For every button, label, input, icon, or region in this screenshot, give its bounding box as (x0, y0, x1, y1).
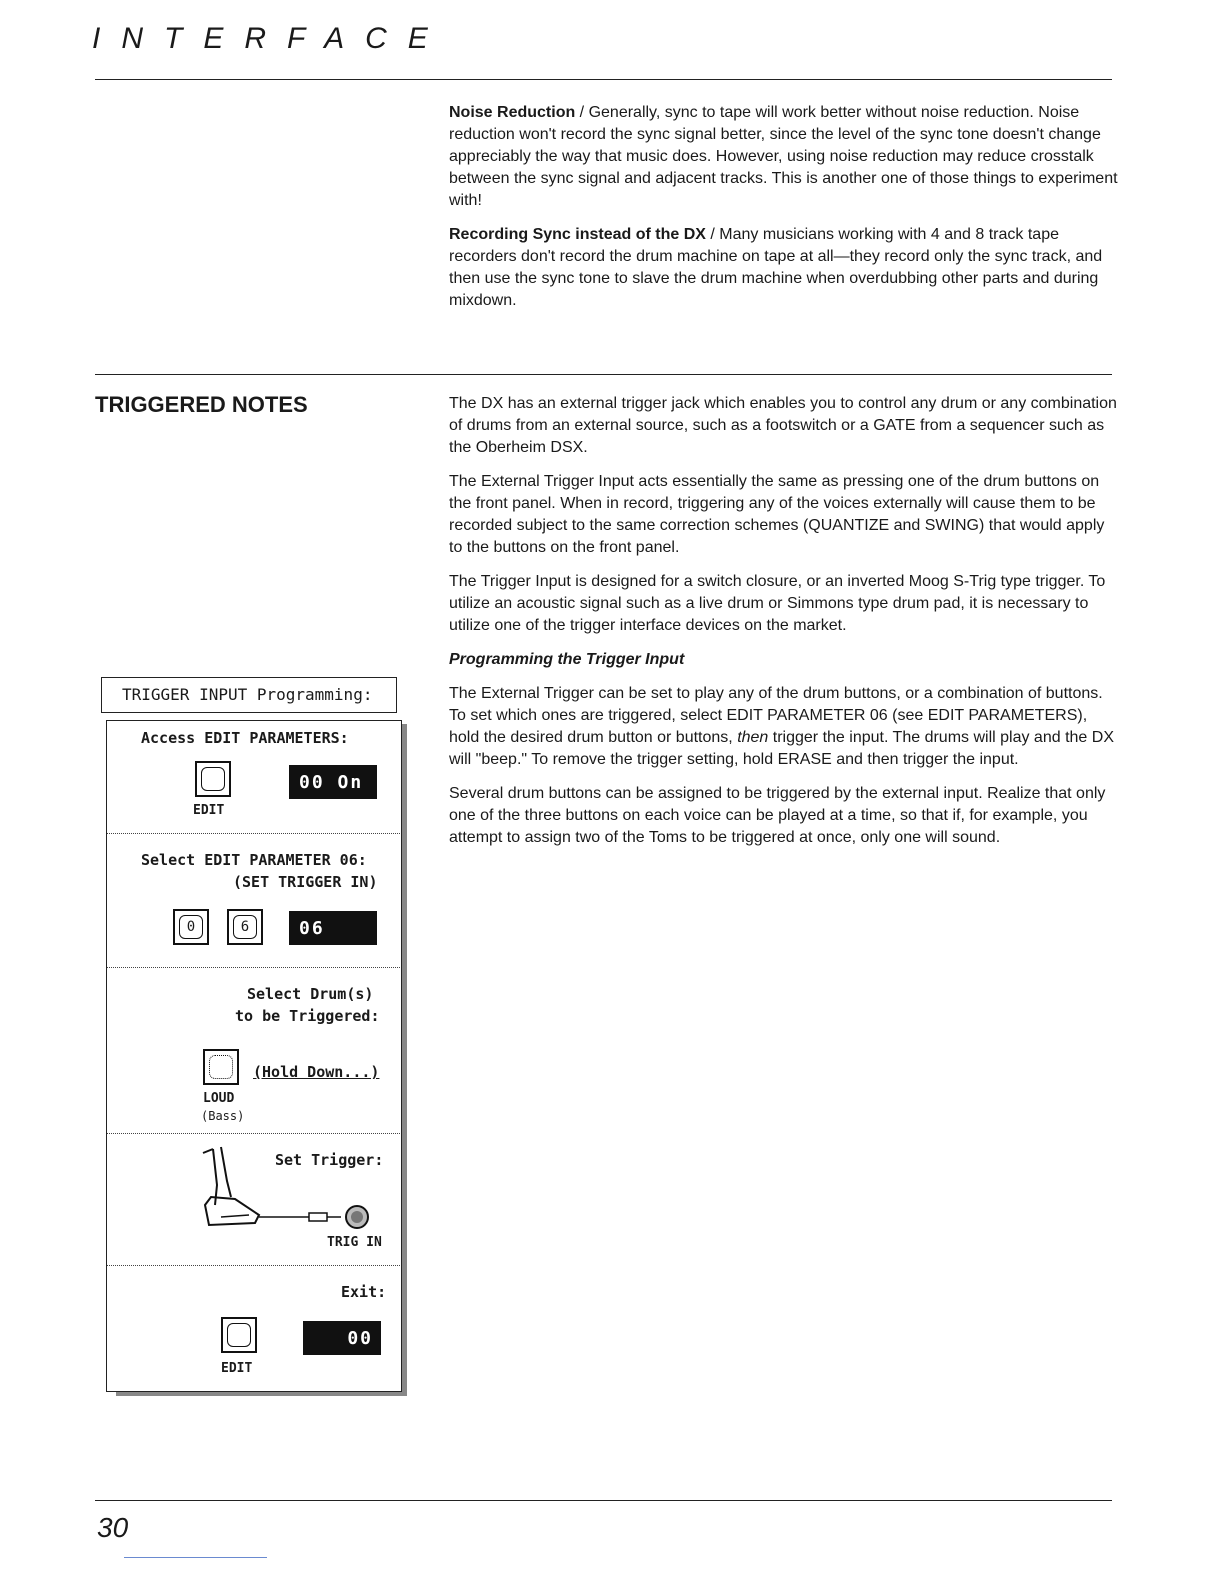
edit-button (195, 761, 231, 797)
button-face-icon (227, 1323, 251, 1347)
divider (107, 833, 400, 834)
loud-button (203, 1049, 239, 1085)
button-face-icon: 6 (233, 915, 257, 939)
paragraph-lead: Noise Reduction (449, 104, 576, 121)
step-select-drums-sub: to be Triggered: (235, 1007, 380, 1025)
divider (107, 1265, 400, 1266)
paragraph: Several drum buttons can be assigned to be triggered by the external input. Realize that only one of the three buttons on each voice can be played at a time, so that if, for example, you attempt to assign two of the Toms to be triggered at once, only one will sound. (449, 785, 1106, 846)
lcd-display: 06 (289, 911, 377, 945)
programming-panel (106, 720, 402, 1392)
section-title: TRIGGERED NOTES (95, 392, 308, 417)
paragraph-part: The External Trigger can be set to play any of the drum buttons, or a combination of buttons. To set which ones are triggered, select EDIT PARAMETER 06 (see EDIT PARAMETERS), hold the desired drum button or buttons, (449, 685, 1103, 746)
paragraph: The External Trigger Input acts essentially the same as pressing one of the drum buttons on the front panel. When in record, triggering any of the voices externally will cause them to be recorded subject to the same correction schemes (QUANTIZE and SWING) that would apply to the buttons on the front panel. (449, 473, 1105, 556)
hold-down-note: (Hold Down...) (253, 1063, 380, 1081)
footer-rule (95, 1500, 1112, 1501)
lcd-display: 00 On (289, 765, 377, 799)
button-face-icon: 0 (179, 915, 203, 939)
step-set-trigger: Set Trigger: (275, 1151, 384, 1169)
step-select-parameter-sub: (SET TRIGGER IN) (233, 873, 378, 891)
six-button (227, 909, 263, 945)
divider (107, 967, 400, 968)
running-header: INTERFACE (92, 22, 449, 55)
paragraph-body: / Many musicians working with 4 and 8 track tape recorders don't record the drum machine on tape at all—they record only the sync track, and then use the sync tone to slave the drum machine when overdubbing other parts and during mixdown. (449, 226, 1103, 309)
edit-label: EDIT (193, 803, 225, 818)
header-rule (95, 79, 1112, 80)
paragraph: The DX has an external trigger jack which enables you to control any drum or any combination of drums from an external source, such as a footswitch or a GATE from a sequencer such as the Oberheim DSX. (449, 395, 1117, 456)
lcd-display: 00 (303, 1321, 381, 1355)
paragraph-emphasis: then (737, 729, 769, 746)
paragraph-part: trigger the input. The drums will play and the DX will "beep." To remove the trigger setting, hold ERASE and then trigger the input. (449, 729, 1114, 768)
section-rule (95, 374, 1112, 375)
top-section-text (449, 102, 1119, 324)
button-face-icon (209, 1055, 233, 1079)
step-exit: Exit: (341, 1283, 387, 1301)
page-number: 30 (97, 1512, 129, 1543)
zero-button (173, 909, 209, 945)
paragraph (449, 683, 1119, 771)
subheading: Programming the Trigger Input (449, 651, 685, 668)
footswitch-jack-icon (191, 1145, 384, 1245)
noise-reduction-paragraph (449, 102, 1119, 212)
paragraph-body: / Generally, sync to tape will work better without noise reduction. Noise reduction won't record the sync signal better, since the level of the sync tone doesn't change appreciably the way that music does. However, using noise reduction may reduce crosstalk between the sync signal and adjacent tracks. This is another one of those things to experiment with! (449, 104, 1118, 209)
divider (107, 1133, 400, 1134)
paragraph: The Trigger Input is designed for a switch closure, or an inverted Moog S-Trig type trigger. To utilize an acoustic signal such as a live drum or Simmons type drum pad, it is necessary to utilize one of the trigger interface devices on the market. (449, 573, 1106, 634)
step-access-edit: Access EDIT PARAMETERS: (141, 729, 349, 747)
triggered-notes-text (449, 393, 1119, 861)
step-select-drums: Select Drum(s) (247, 985, 374, 1003)
bass-label: (Bass) (201, 1109, 245, 1123)
trig-in-label: TRIG IN (327, 1235, 382, 1250)
footer-underline (124, 1557, 267, 1558)
panel-title: TRIGGER INPUT Programming: (101, 677, 397, 713)
edit-label: EDIT (221, 1361, 253, 1376)
paragraph-lead: Recording Sync instead of the DX (449, 226, 706, 243)
edit-button (221, 1317, 257, 1353)
recording-sync-paragraph (449, 224, 1119, 312)
button-face-icon (201, 767, 225, 791)
loud-label: LOUD (203, 1091, 235, 1106)
step-select-parameter: Select EDIT PARAMETER 06: (141, 851, 367, 869)
